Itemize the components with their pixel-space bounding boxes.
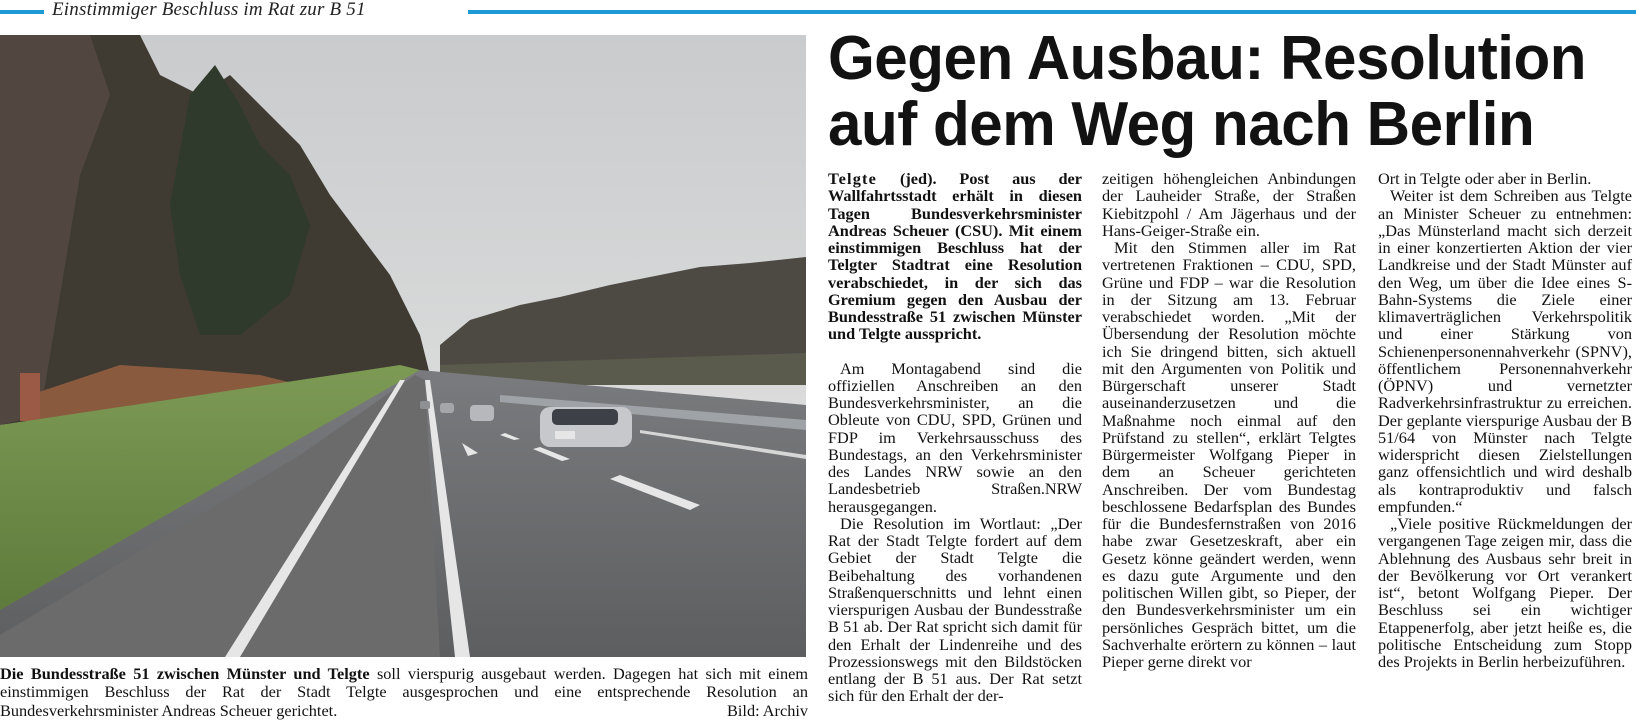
paragraph: Ort in Telgte oder aber in Berlin. xyxy=(1378,169,1592,188)
kicker-rule-right xyxy=(468,10,1636,14)
headline-line-2: auf dem Weg nach Berlin xyxy=(828,90,1535,159)
article-column-1 xyxy=(828,170,1082,705)
article-lead xyxy=(828,170,1082,343)
kicker-bar xyxy=(0,0,1636,24)
article-column-2 xyxy=(1102,170,1356,670)
article-photo xyxy=(0,35,806,657)
paragraph: zeitigen höhengleichen Anbindungen der Lauheider Straße, der Straßen Kiebitzpohl / Am Jägerhaus und der Hans-Geiger-Straße ein. xyxy=(1102,169,1356,240)
lead-text: (jed). Post aus der Wallfahrtsstadt erhält in diesen Tagen Bundesverkehrsminister Andreas Scheuer (CSU). Mit einem einstimmigen Beschluss hat der Telgter Stadtrat eine Resolution verabschiedet, in der sich das Gremium gegen den Ausbau der Bundesstraße 51 zwischen Münster und Telgte ausspricht. xyxy=(828,169,1082,344)
paragraph: Die Resolution im Wortlaut: „Der Rat der Stadt Telgte fordert auf dem Gebiet der Stadt Telgte die Beibehaltung des vorhandenen Straßenquerschnitts und lehnt einen vierspurigen Ausbau der Bundesstraße B 51 ab. Der Rat spricht sich damit für den Erhalt der Lindenreihe und des Prozessionswegs mit den Bildstöcken entlang der B 51 aus. Der Rat setzt sich für den Erhalt der der- xyxy=(828,513,1082,706)
paragraph: Mit den Stimmen aller im Rat vertretenen Fraktionen – CDU, SPD, Grüne und FDP – war die Resolution in der Sitzung am 13. Februar verabschiedet worden. „Mit der Übersendung der Resolution möchte ich Sie dringend bitten, sich aktuell mit den Argumenten von Politik und Bürgerschaft unserer Stadt auseinanderzusetzen und die Maßnahme noch einmal auf den Prüfstand zu stellen“, erklärt Telgtes Bürgermeister Wolfgang Pieper in dem an Scheuer gerichteten Anschreiben. Der vom Bundestag beschlossene Bedarfsplan des Bundes für die Bundesfernstraßen von 2016 habe zwar Gesetzeskraft, aber ein Gesetz könne geändert werden, wenn es dazu gute Argumente und den politischen Willen gibt, so Pieper, der den Bundesverkehrsminister um ein persönliches Gespräch bittet, um die Sachverhalte erörtern zu können – laut Pieper gerne direkt vor xyxy=(1102,238,1356,671)
paragraph: „Viele positive Rückmeldungen der vergangenen Tage zeigen mir, dass die Ablehnung des Ausbaus sehr breit in der Bevölkerung vor Ort verankert ist“, betont Wolfgang Pieper. Der Beschluss sei ein wichtiger Etappenerfolg, aber jetzt heiße es, die politische Entscheidung zum Stopp des Projekts in Berlin herbeizuführen. xyxy=(1378,514,1632,671)
caption-bold: Die Bundesstraße 51 zwischen Münster und Telgte xyxy=(0,664,370,683)
headline xyxy=(828,26,1612,158)
photo-credit: Bild: Archiv xyxy=(727,700,808,720)
caption-text: soll vierspurig ausgebaut werden. Dagegen hat sich mit einem einstimmigen Beschluss der Rat der Stadt Telgte ausgesprochen und eine entsprechende Resolution an Bundesverkehrsminister Andreas Scheuer gerichtet. xyxy=(0,664,808,720)
kicker: Einstimmiger Beschluss im Rat zur B 51 xyxy=(52,0,366,20)
dateline: Telgte xyxy=(828,169,878,188)
photo-caption xyxy=(0,665,808,720)
paragraph: Am Montagabend sind die offiziellen Anschreiben an den Bundesverkehrsminister, an die Obleute von CDU, SPD, Grünen und FDP im Verkehrsausschuss des Bundestags, an den Verkehrsminister des Landes NRW sowie an den Landesbetrieb Straßen.NRW herausgegangen. xyxy=(828,358,1082,516)
paragraph: Weiter ist dem Schreiben aus Telgte an Minister Scheuer zu entnehmen: „Das Münsterland macht sich derzeit in einer konzertierten Aktion der vier Landkreise und der Stadt Münster auf den Weg, um über die Idee eines S-Bahn-Systems die Ziele einer klimaverträglichen Verkehrspolitik und einer Stärkung von Schienenpersonennahverkehr (SPNV), öffentlichem Personennahverkehr (ÖPNV) und vernetzter Radverkehrsinfrastruktur zu erreichen. Der geplante vierspurige Ausbau der B 51/64 von Münster nach Telgte widerspricht diesen Zielstellungen ganz offensichtlich und wird deshalb als kontraproduktiv und falsch empfunden.“ xyxy=(1378,186,1632,516)
kicker-rule-left xyxy=(0,10,44,14)
article-column-3 xyxy=(1378,170,1632,670)
headline-line-1: Gegen Ausbau: Resolution xyxy=(828,24,1586,93)
